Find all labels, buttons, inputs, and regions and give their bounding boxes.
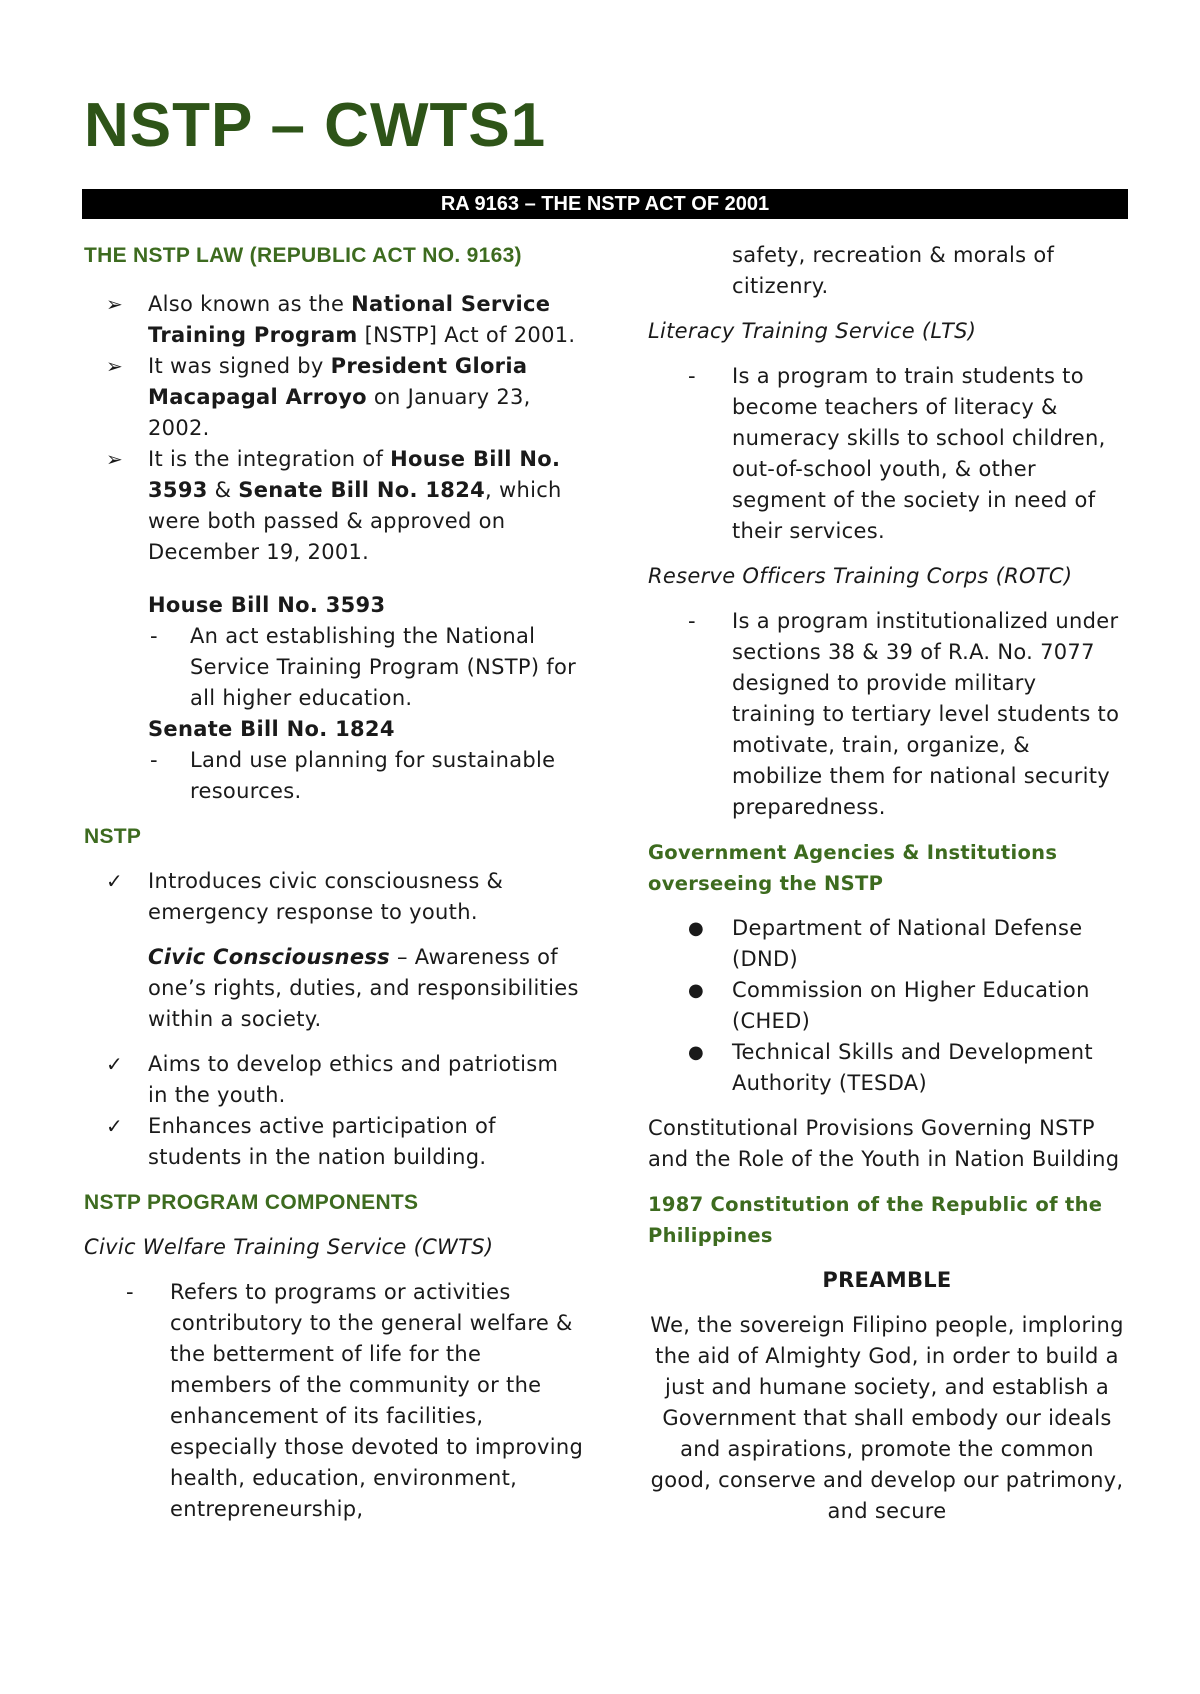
- bullet-dot-icon: ●: [688, 980, 705, 1001]
- nstp-list: [84, 866, 584, 928]
- agencies-list: [648, 913, 1126, 1099]
- document-title: NSTP – CWTS1: [84, 91, 547, 160]
- senate-bill-title: Senate Bill No. 1824: [148, 717, 395, 741]
- constitution-heading: 1987 Constitution of the Republic of the Philippines: [648, 1193, 1103, 1247]
- cwts-title: Civic Welfare Training Service (CWTS): [84, 1235, 494, 1259]
- law-heading: THE NSTP LAW (REPUBLIC ACT NO. 9163): [84, 244, 522, 267]
- law-list: [84, 289, 584, 568]
- list-item: - An act establishing the National Service Training Program (NSTP) for all higher education.: [150, 624, 577, 710]
- check-icon: ✓: [106, 869, 124, 893]
- provisions-text: Constitutional Provisions Governing NSTP and the Role of the Youth in Nation Building: [648, 1116, 1120, 1171]
- list-item: - Land use planning for sustainable resources.: [150, 748, 556, 803]
- arrow-bullet-icon: ➢: [106, 354, 124, 378]
- components-heading: NSTP PROGRAM COMPONENTS: [84, 1191, 419, 1214]
- lts-title: Literacy Training Service (LTS): [648, 319, 977, 343]
- list-item: ✓ Introduces civic consciousness & emergency response to youth.: [84, 866, 584, 928]
- check-icon: ✓: [106, 1052, 124, 1076]
- civic-definition: Civic Consciousness – Awareness of one’s rights, duties, and responsibilities within a society.: [148, 945, 579, 1031]
- list-item: ✓ Aims to develop ethics and patriotism in the youth.: [84, 1049, 584, 1111]
- list-item: - Is a program to train students to become teachers of literacy & numeracy skills to school children, out-of-school youth, & other segment of the society in need of their services.: [688, 364, 1106, 543]
- preamble-text: We, the sovereign Filipino people, imploring the aid of Almighty God, in order to build a just and humane society, and establish a Government that shall embody our ideals and aspirations, promote the common good, conserve and develop our patrimony, and secure: [650, 1313, 1124, 1523]
- house-bill-title: House Bill No. 3593: [148, 593, 386, 617]
- nstp-heading: NSTP: [84, 825, 142, 848]
- agencies-heading: Government Agencies & Institutions overseeing the NSTP: [648, 841, 1058, 895]
- list-item: ➢ It is the integration of House Bill No. 3593 & Senate Bill No. 1824, which were both passed & approved on December 19, 2001.: [84, 444, 584, 568]
- list-item: ➢ Also known as the National Service Training Program [NSTP] Act of 2001.: [84, 289, 584, 351]
- list-item: - Is a program institutionalized under sections 38 & 39 of R.A. No. 7077 designed to provide military training to tertiary level students to motivate, train, organize, & mobilize them for national security preparedness.: [688, 609, 1120, 819]
- right-column: [648, 240, 1126, 1527]
- list-item: ● Technical Skills and Development Authority (TESDA): [648, 1037, 1126, 1099]
- left-column: [84, 240, 584, 1525]
- rotc-title: Reserve Officers Training Corps (ROTC): [648, 564, 1073, 588]
- list-item: ✓ Enhances active participation of students in the nation building.: [84, 1111, 584, 1173]
- bullet-dot-icon: ●: [688, 1042, 705, 1063]
- list-item: - Refers to programs or activities contributory to the general welfare & the betterment of life for the members of the community or the enhancement of its facilities, especially those devoted to improving health, education, environment, entrepreneurship,: [126, 1280, 584, 1521]
- cwts-continuation: safety, recreation & morals of citizenry.: [732, 243, 1055, 298]
- list-item: ● Department of National Defense (DND): [648, 913, 1126, 975]
- bullet-dot-icon: ●: [688, 918, 705, 939]
- arrow-bullet-icon: ➢: [106, 447, 124, 471]
- preamble-title: PREAMBLE: [822, 1268, 952, 1292]
- check-icon: ✓: [106, 1114, 124, 1138]
- list-item: ➢ It was signed by President Gloria Macapagal Arroyo on January 23, 2002.: [84, 351, 584, 444]
- section-banner: RA 9163 – THE NSTP ACT OF 2001: [82, 189, 1128, 219]
- arrow-bullet-icon: ➢: [106, 292, 124, 316]
- list-item: ● Commission on Higher Education (CHED): [648, 975, 1126, 1037]
